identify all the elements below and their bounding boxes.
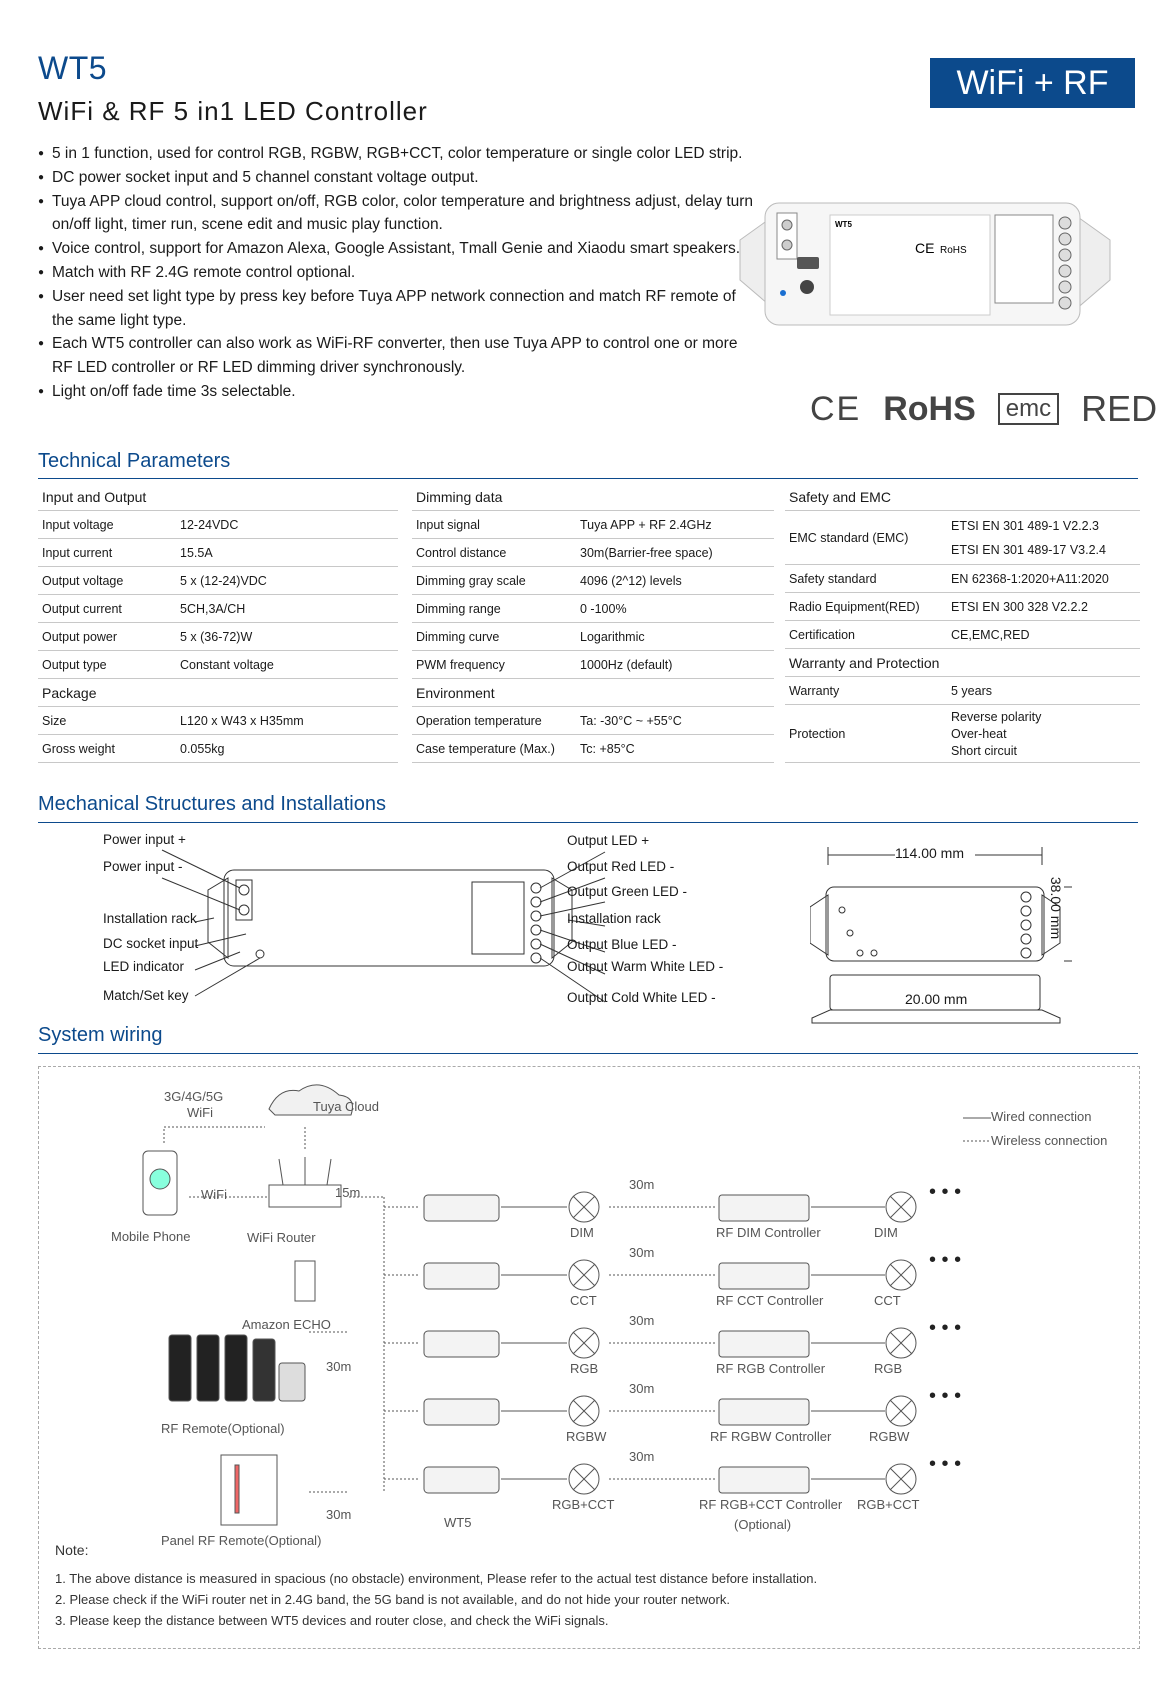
table-row bbox=[38, 623, 398, 651]
svg-text:WT5: WT5 bbox=[835, 220, 852, 229]
param-value: Tc: +85°C bbox=[580, 741, 635, 756]
mech-label: LED indicator bbox=[103, 959, 185, 974]
table-row bbox=[38, 651, 398, 679]
table-heading bbox=[412, 483, 774, 511]
mech-label: Output Red LED - bbox=[567, 859, 675, 874]
mech-label: Output Cold White LED - bbox=[567, 990, 716, 1005]
label-panel: Panel RF Remote(Optional) bbox=[161, 1533, 322, 1548]
label-light-type: RGB bbox=[874, 1361, 903, 1376]
note-line: 1. The above distance is measured in spacious (no obstacle) environment, Please refer to the actual test distance before installation. bbox=[55, 1571, 818, 1586]
label-optional: (Optional) bbox=[734, 1517, 792, 1532]
param-value: Ta: -30°C ~ +55°C bbox=[580, 713, 682, 728]
param-key: Radio Equipment(RED) bbox=[789, 599, 920, 614]
label-light-type: RGBW bbox=[566, 1429, 607, 1444]
param-value: CE,EMC,RED bbox=[951, 627, 1030, 642]
wiring-row-shapes bbox=[384, 1192, 916, 1222]
warranty-value: 5 years bbox=[951, 683, 992, 698]
more-dots: • • • bbox=[929, 1317, 962, 1339]
label-network: 3G/4G/5G bbox=[164, 1089, 224, 1104]
product-subtitle: WiFi & RF 5 in1 LED Controller bbox=[38, 96, 428, 126]
dim-length: 114.00 mm bbox=[895, 845, 964, 861]
feature-item: ● User need set light type by press key before Tuya APP network connection and match RF remote of the same light type. bbox=[38, 285, 758, 333]
table-heading-text: Package bbox=[42, 684, 97, 701]
table-row bbox=[412, 595, 774, 623]
label-remote: RF Remote(Optional) bbox=[161, 1421, 285, 1436]
mech-label: Output Green LED - bbox=[567, 884, 688, 899]
divider bbox=[38, 1053, 1138, 1054]
label-router: WiFi Router bbox=[247, 1230, 316, 1245]
mech-label: DC socket input bbox=[103, 936, 199, 951]
more-dots: • • • bbox=[929, 1249, 962, 1271]
param-key: Output current bbox=[42, 601, 122, 616]
label-distance: 30m bbox=[629, 1245, 655, 1260]
table-row bbox=[412, 707, 774, 735]
wifi-rf-badge: WiFi + RF bbox=[930, 58, 1135, 108]
param-key: Output voltage bbox=[42, 573, 124, 588]
param-key: Gross weight bbox=[42, 741, 115, 756]
mech-label: Output LED + bbox=[567, 833, 650, 848]
label-30m: 30m bbox=[326, 1507, 352, 1522]
mech-label: Installation rack bbox=[103, 911, 197, 926]
table-row bbox=[412, 735, 774, 763]
note-line: 3. Please keep the distance between WT5 devices and router close, and check the WiFi signals. bbox=[55, 1613, 609, 1628]
param-key: Output power bbox=[42, 629, 118, 644]
warranty-heading: Warranty and Protection bbox=[789, 654, 940, 671]
note-title: Note: bbox=[55, 1542, 89, 1558]
warranty-key: Warranty bbox=[789, 683, 840, 698]
param-value: 5 x (12-24)VDC bbox=[180, 573, 267, 588]
table-row bbox=[412, 623, 774, 651]
emc-logo: emc bbox=[998, 393, 1059, 425]
table-heading bbox=[38, 483, 398, 511]
svg-text:RoHS: RoHS bbox=[940, 245, 967, 256]
feature-item: ● Tuya APP cloud control, support on/off, RGB color, color temperature and brightness adjust, delay turn on/off light, timer run, scene edit and music play function. bbox=[38, 190, 758, 238]
legend-wired: Wired connection bbox=[991, 1109, 1092, 1124]
feature-item: ● Match with RF 2.4G remote control optional. bbox=[38, 261, 758, 285]
emc-key: EMC standard (EMC) bbox=[789, 530, 909, 545]
protection-values bbox=[951, 709, 1041, 760]
wiring-diagram bbox=[38, 1066, 1140, 1649]
wiring-row-shapes bbox=[384, 1396, 916, 1426]
divider bbox=[38, 478, 1138, 479]
table-heading-text: Dimming data bbox=[416, 488, 503, 505]
label-rf-controller: RF RGBW Controller bbox=[710, 1429, 832, 1444]
label-rf-controller: RF RGB+CCT Controller bbox=[699, 1497, 843, 1512]
param-value: 1000Hz (default) bbox=[580, 657, 673, 672]
mech-label: Match/Set key bbox=[103, 988, 189, 1003]
mech-label: Output Warm White LED - bbox=[567, 959, 724, 974]
label-light-type: CCT bbox=[570, 1293, 597, 1308]
table-row bbox=[38, 595, 398, 623]
param-key: Certification bbox=[789, 627, 855, 642]
param-key: PWM frequency bbox=[416, 657, 505, 672]
label-phone: Mobile Phone bbox=[111, 1229, 191, 1244]
table-row bbox=[38, 707, 398, 735]
dim-height: 20.00 mm bbox=[905, 991, 968, 1007]
emc-value-2: ETSI EN 301 489-17 V3.2.4 bbox=[951, 543, 1106, 557]
more-dots: • • • bbox=[929, 1181, 962, 1203]
param-value: Logarithmic bbox=[580, 629, 645, 644]
table-row bbox=[38, 511, 398, 539]
param-value: Constant voltage bbox=[180, 657, 274, 672]
section-wiring: System wiring bbox=[38, 1024, 163, 1046]
product-image bbox=[735, 195, 1115, 345]
feature-item: ● 5 in 1 function, used for control RGB, RGBW, RGB+CCT, color temperature or single color LED strip. bbox=[38, 142, 758, 166]
label-echo: Amazon ECHO bbox=[242, 1317, 331, 1332]
table-heading bbox=[38, 679, 398, 707]
label-rf-controller: RF DIM Controller bbox=[716, 1225, 821, 1240]
mech-label: Power input - bbox=[103, 859, 183, 874]
param-value: ETSI EN 300 328 V2.2.2 bbox=[951, 599, 1088, 614]
param-key: Size bbox=[42, 713, 67, 728]
table-heading bbox=[412, 679, 774, 707]
protection-value: Over-heat bbox=[951, 727, 1007, 741]
param-value: 0.055kg bbox=[180, 741, 225, 756]
param-value: 12-24VDC bbox=[180, 517, 239, 532]
protection-value: Short circuit bbox=[951, 744, 1017, 758]
feature-list bbox=[38, 142, 758, 404]
table-heading-text: Input and Output bbox=[42, 488, 147, 505]
wiring-row-shapes bbox=[384, 1464, 916, 1494]
param-key: Case temperature (Max.) bbox=[416, 741, 555, 756]
param-key: Output type bbox=[42, 657, 107, 672]
more-dots: • • • bbox=[929, 1385, 962, 1407]
param-value: 0 -100% bbox=[580, 601, 627, 616]
param-value: 5 x (36-72)W bbox=[180, 629, 253, 644]
param-key: Control distance bbox=[416, 545, 507, 560]
feature-item: ● DC power socket input and 5 channel constant voltage output. bbox=[38, 166, 758, 190]
mech-label: Installation rack bbox=[567, 911, 661, 926]
table-row bbox=[38, 539, 398, 567]
param-key: Dimming gray scale bbox=[416, 573, 526, 588]
legend-wireless: Wireless connection bbox=[991, 1133, 1108, 1148]
mech-drawing bbox=[100, 830, 760, 1010]
rohs-logo: RoHS bbox=[883, 389, 976, 428]
param-key: Dimming curve bbox=[416, 629, 500, 644]
emc-value-1: ETSI EN 301 489-1 V2.2.3 bbox=[951, 519, 1100, 533]
table-row bbox=[412, 651, 774, 679]
divider bbox=[38, 822, 1138, 823]
table-row bbox=[412, 539, 774, 567]
label-light-type: RGB bbox=[570, 1361, 599, 1376]
label-rf-controller: RF RGB Controller bbox=[716, 1361, 826, 1376]
dim-width: 38.00 mm bbox=[1048, 876, 1065, 940]
param-value: Tuya APP + RF 2.4GHz bbox=[580, 517, 712, 532]
feature-item: ● Each WT5 controller can also work as WiFi-RF converter, then use Tuya APP to control one or more RF LED controller or RF LED dimming driver synchronously. bbox=[38, 332, 758, 380]
param-key: Input voltage bbox=[42, 517, 114, 532]
feature-item: ● Voice control, support for Amazon Alexa, Google Assistant, Tmall Genie and Xiaodu smart speakers. bbox=[38, 237, 758, 261]
label-distance: 30m bbox=[629, 1449, 655, 1464]
safety-heading: Safety and EMC bbox=[789, 488, 891, 505]
protection-value: Reverse polarity bbox=[951, 710, 1042, 724]
label-light-type: RGBW bbox=[869, 1429, 910, 1444]
table-row bbox=[412, 511, 774, 539]
note-line: 2. Please check if the WiFi router net in 2.4G band, the 5G band is not available, and do not hide your router network. bbox=[55, 1592, 730, 1607]
table-heading-text: Environment bbox=[416, 684, 495, 701]
table-row bbox=[412, 567, 774, 595]
table-row bbox=[785, 565, 1140, 593]
param-value: 30m(Barrier-free space) bbox=[580, 545, 713, 560]
label-distance: 30m bbox=[629, 1313, 655, 1328]
label-light-type: RGB+CCT bbox=[857, 1497, 920, 1512]
label-cloud: Tuya Cloud bbox=[313, 1099, 379, 1114]
svg-text:CE: CE bbox=[915, 240, 935, 256]
wiring-row-shapes bbox=[384, 1260, 916, 1290]
section-mech: Mechanical Structures and Installations bbox=[38, 793, 386, 815]
label-light-type: RGB+CCT bbox=[552, 1497, 615, 1512]
more-dots: • • • bbox=[929, 1453, 962, 1475]
label-rf-controller: RF CCT Controller bbox=[716, 1293, 824, 1308]
param-value: 4096 (2^12) levels bbox=[580, 573, 682, 588]
model-title: WT5 bbox=[38, 50, 108, 86]
label-light-type: DIM bbox=[874, 1225, 898, 1240]
feature-item: ● Light on/off fade time 3s selectable. bbox=[38, 380, 758, 404]
param-value: 15.5A bbox=[180, 545, 213, 560]
wiring-lines bbox=[39, 1067, 1139, 1647]
param-key: Dimming range bbox=[416, 601, 501, 616]
label-wifi-net: WiFi bbox=[187, 1105, 213, 1120]
red-logo: RED bbox=[1081, 388, 1158, 429]
label-30m: 30m bbox=[326, 1359, 352, 1374]
param-value: EN 62368-1:2020+A11:2020 bbox=[951, 571, 1109, 586]
label-wt5: WT5 bbox=[444, 1515, 472, 1530]
table-row bbox=[785, 621, 1140, 649]
param-key: Input current bbox=[42, 545, 113, 560]
param-key: Input signal bbox=[416, 517, 480, 532]
label-15m: 15m bbox=[335, 1185, 361, 1200]
table-row bbox=[38, 567, 398, 595]
cert-logos bbox=[810, 388, 1157, 430]
label-light-type: CCT bbox=[874, 1293, 901, 1308]
wiring-row-shapes bbox=[384, 1328, 916, 1358]
section-tech: Technical Parameters bbox=[38, 450, 231, 472]
label-distance: 30m bbox=[629, 1381, 655, 1396]
label-wifi: WiFi bbox=[201, 1187, 227, 1202]
mech-label: Power input + bbox=[103, 832, 186, 847]
protection-key: Protection bbox=[789, 726, 846, 741]
ce-logo: CE bbox=[810, 389, 862, 428]
table-row bbox=[38, 735, 398, 763]
table-row bbox=[785, 593, 1140, 621]
mech-label: Output Blue LED - bbox=[567, 937, 677, 952]
label-light-type: DIM bbox=[570, 1225, 594, 1240]
param-value: L120 x W43 x H35mm bbox=[180, 713, 304, 728]
param-value: 5CH,3A/CH bbox=[180, 601, 246, 616]
param-key: Safety standard bbox=[789, 571, 877, 586]
param-key: Operation temperature bbox=[416, 713, 542, 728]
label-distance: 30m bbox=[629, 1177, 655, 1192]
